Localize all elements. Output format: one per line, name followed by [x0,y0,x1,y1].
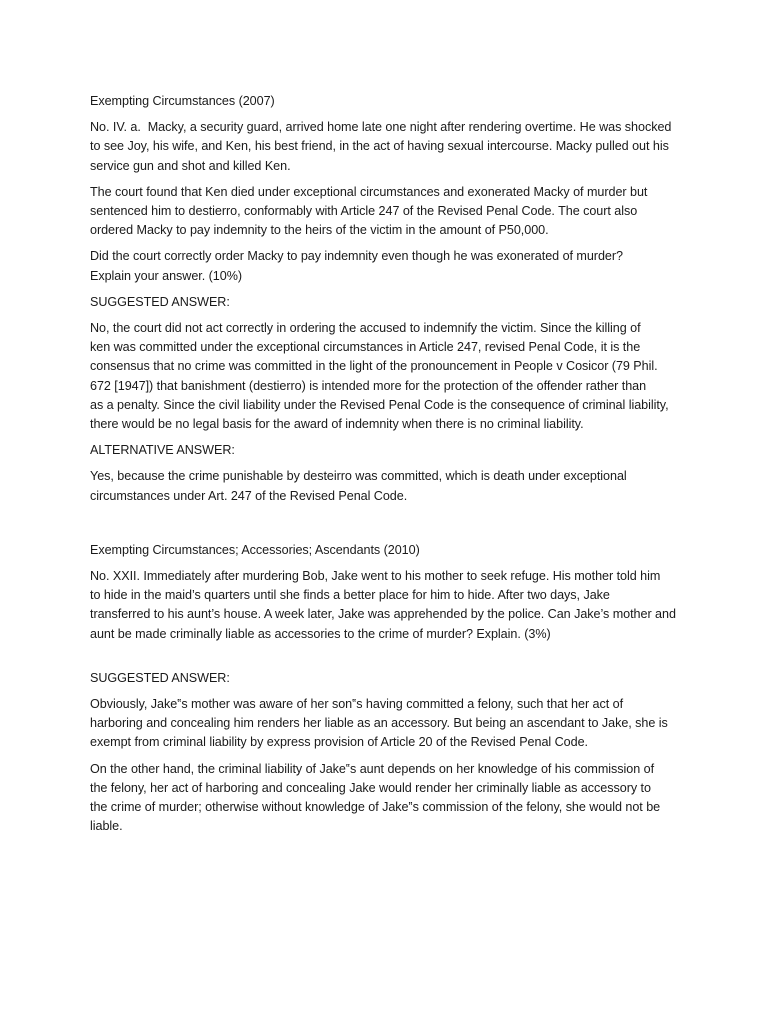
section-heading-2007: Exempting Circumstances (2007) [90,94,275,108]
suggested-answer-label-2010: SUGGESTED ANSWER: [90,670,230,685]
question-paragraph-2010: No. XXII. Immediately after murdering Bob, Jake went to his mother to seek refuge. His mother told him to hide in the maid’s quarters until she finds a better place for him to hide. After two days, Jake transferred to his aunt’s house. A week later, Jake was apprehended by the police. Can Jake’s mother and aunt be made criminally liable as accessories to the crime of murder? Explain. (3%) [90,569,676,641]
alternative-answer-label: ALTERNATIVE ANSWER: [90,443,235,458]
facts-paragraph: The court found that Ken died under exceptional circumstances and exonerated Macky of murder but sentenced him to destierro, conformably with Article 247 of the Revised Penal Code. The court also ordered Macky to pay indemnity to the heirs of the victim in the amount of P50,000. [90,184,648,238]
alternative-answer-paragraph: Yes, because the crime punishable by desteirro was committed, which is death under exceptional circumstances under Art. 247 of the Revised Penal Code. [90,469,627,503]
answer-paragraph-aunt: On the other hand, the criminal liability of Jake‟s aunt depends on her knowledge of his commission of the felony, her act of harboring and concealing Jake would render her criminally liable as accessory to the crime of murder; otherwise without knowledge of Jake‟s commission of the felony, she would not be liable. [90,761,661,834]
answer-paragraph-mother: Obviously, Jake‟s mother was aware of her son‟s having committed a felony, such that her act of harboring and concealing him renders her liable as an accessory. But being an ascendant to Jake, she is exempt from criminal liability by express provision of Article 20 of the Revised Penal Code. [90,697,668,750]
section-heading-2010: Exempting Circumstances; Accessories; Ascendants (2010) [90,542,420,557]
suggested-answer-label: SUGGESTED ANSWER: [90,294,230,309]
document-page [90,92,690,837]
ask-paragraph: Did the court correctly order Macky to pay indemnity even though he was exonerated of murder? Explain your answer. (10%) [90,249,623,283]
suggested-answer-paragraph: No, the court did not act correctly in ordering the accused to indemnify the victim. Since the killing of ken was committed under the exceptional circumstances in Article 247, revised Penal Code, it is the consensus that no crime was committed in the light of the pronouncement in People v Cosicor (79 Phil. 672 [1947]) that banishment (destierro) is intended more for the protection of the offender rather than as a penalty. Since the civil liability under the Revised Penal Code is the consequence of criminal liability, there would be no legal basis for the award of indemnity when there is no criminal liability. [90,321,669,432]
question-paragraph: No. IV. a. Macky, a security guard, arrived home late one night after rendering overtime. He was shocked to see Joy, his wife, and Ken, his best friend, in the act of having sexual intercourse. Macky pulled out his service gun and shot and killed Ken. [90,120,672,173]
